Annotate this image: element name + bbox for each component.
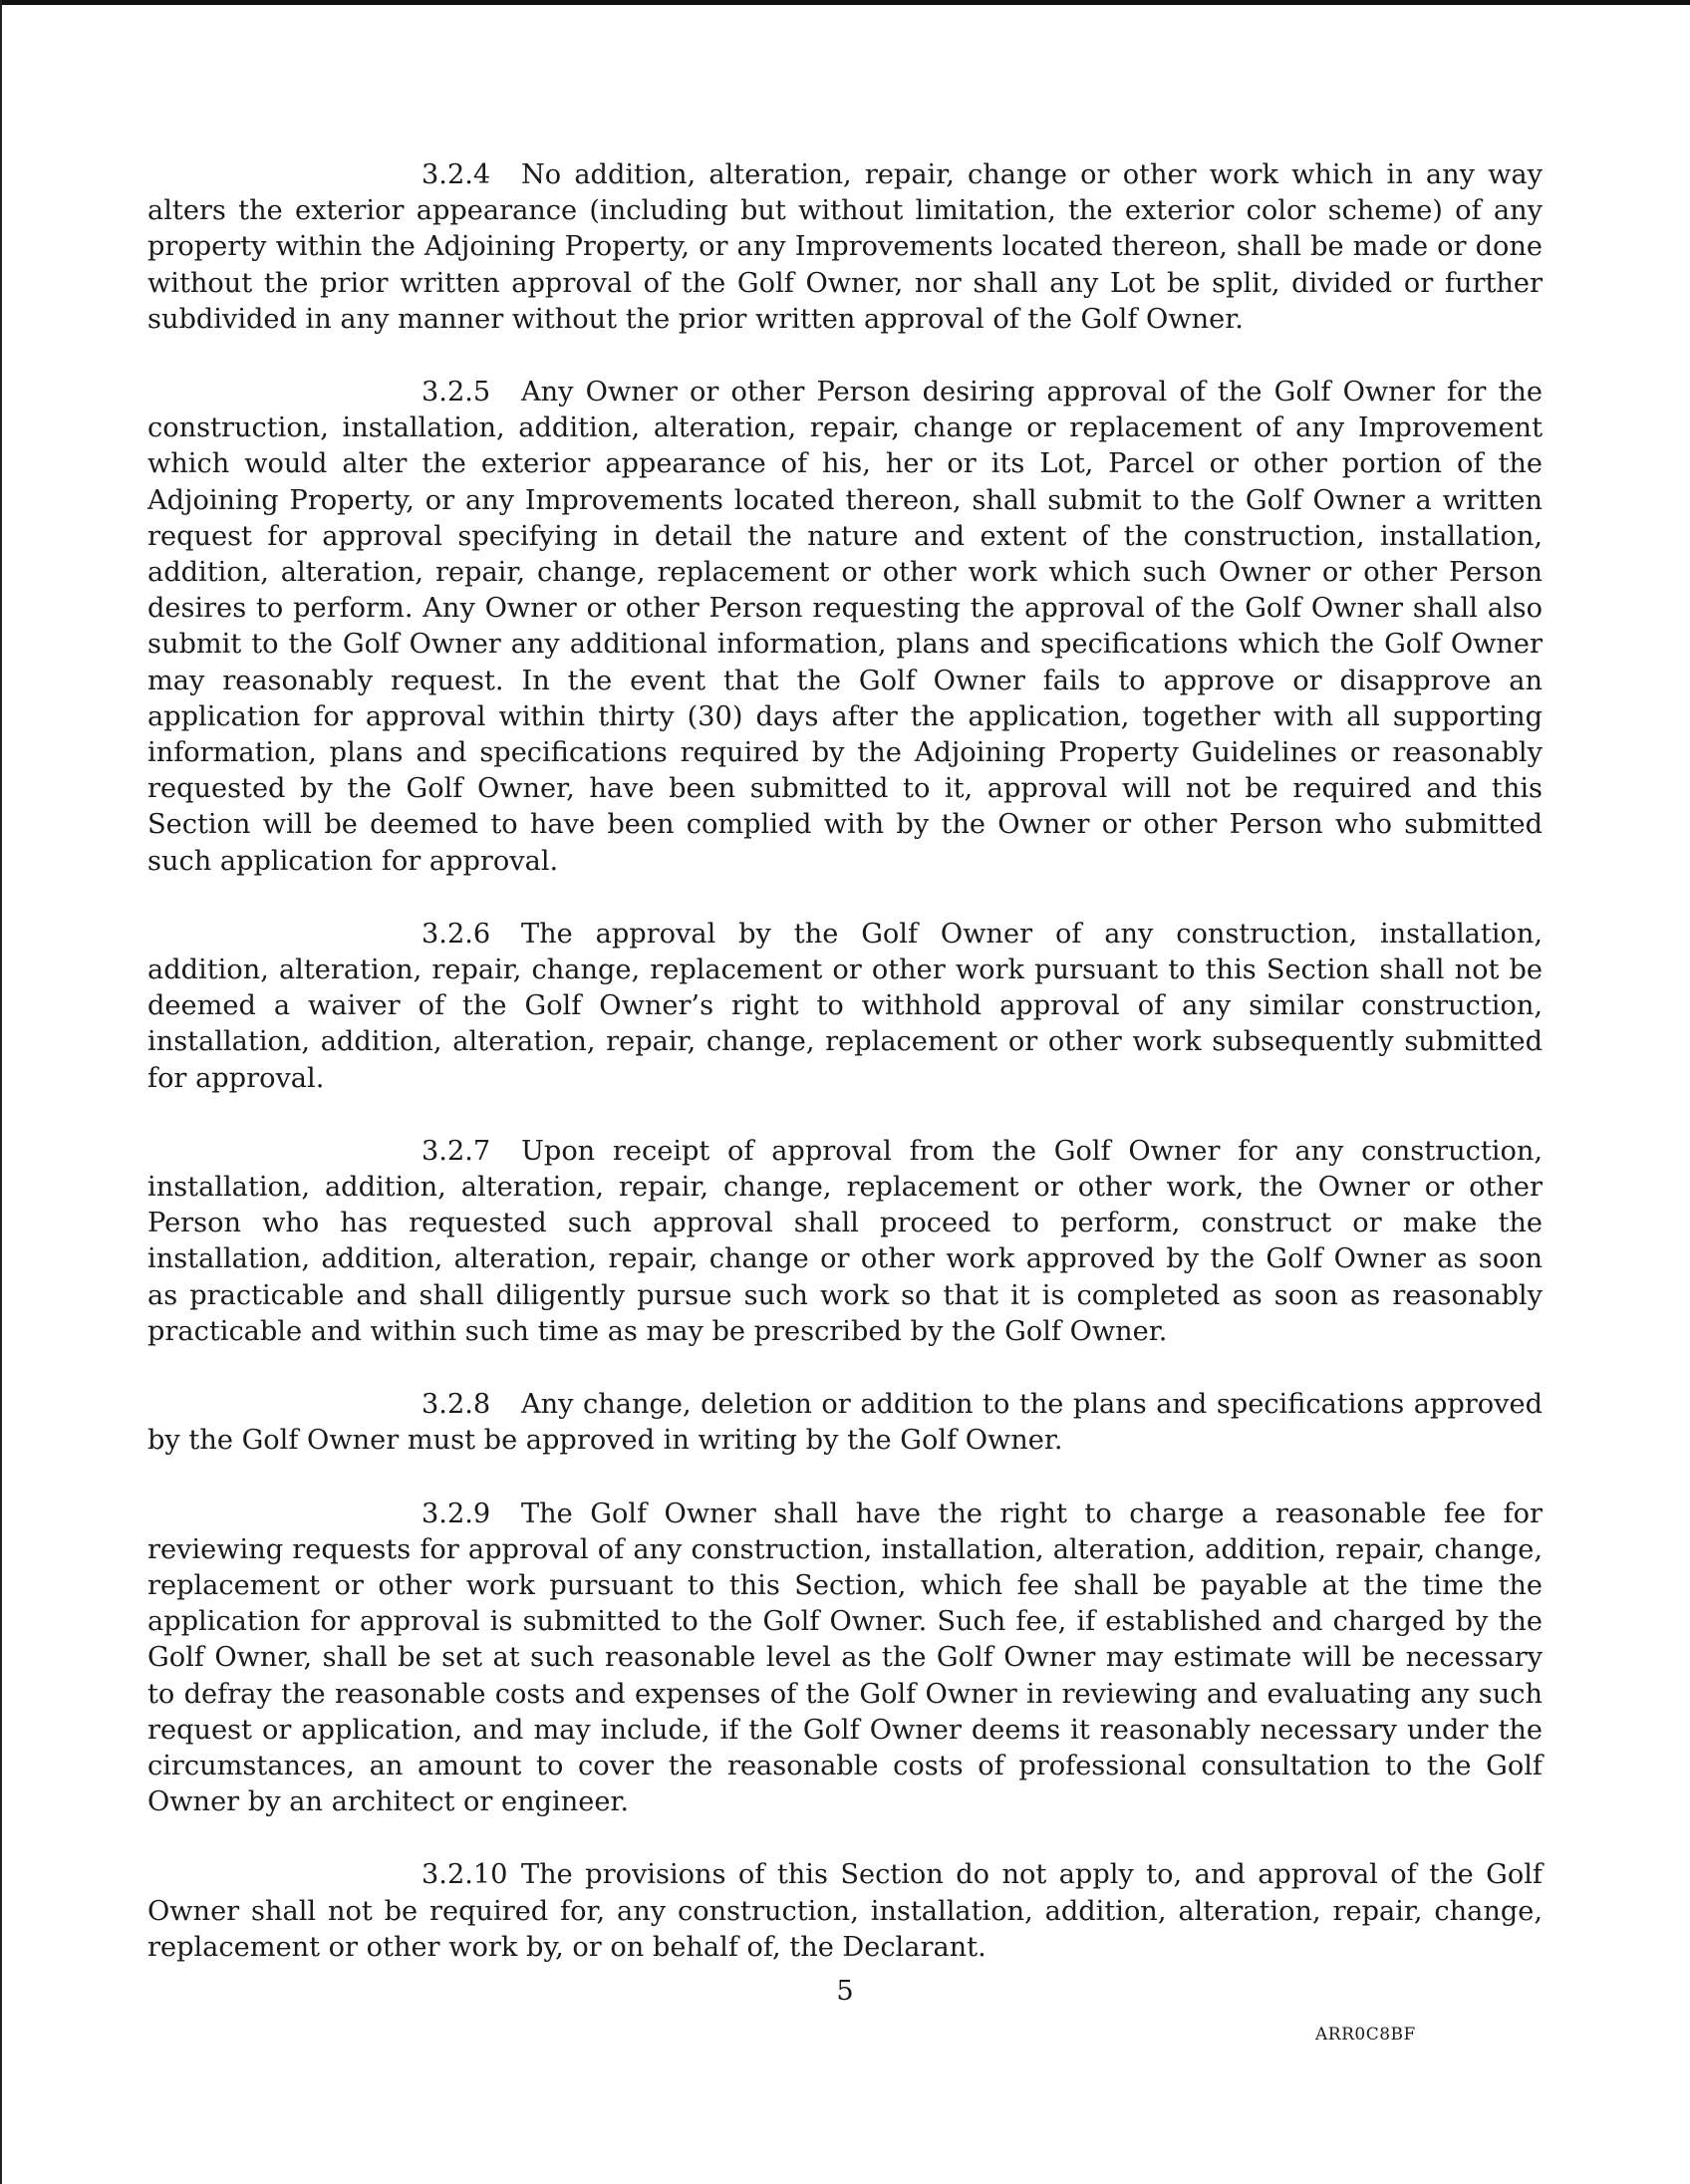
section-number: 3.2.10 <box>422 1859 508 1891</box>
page-number: 5 <box>836 1976 854 2007</box>
section-3-2-8 <box>147 1387 1543 1459</box>
section-text: Upon receipt of approval from the Golf Owner for any construction, installation, addition, alteration, repair, change, replacement or other work, the Owner or other Person who has requested such approval shall proceed to perform, construct or make the installation, addition, alteration, repair, change or other work approved by the Golf Owner as soon as practicable and shall diligently pursue such work so that it is completed as soon as reasonably practicable and within such time as may be prescribed by the Golf Owner. <box>147 1135 1543 1347</box>
section-number: 3.2.9 <box>422 1498 491 1529</box>
section-number: 3.2.8 <box>422 1389 491 1421</box>
document-body <box>147 157 1543 2003</box>
section-3-2-4 <box>147 157 1543 338</box>
section-text: The provisions of this Section do not apply to, and approval of the Golf Owner shall not be required for, any construction, installation, addition, alteration, repair, change, replacement or other work by, or on behalf of, the Declarant. <box>147 1859 1543 1963</box>
section-3-2-10 <box>147 1857 1543 1966</box>
document-id: ARR0C8BF <box>1315 2025 1416 2045</box>
section-3-2-6 <box>147 917 1543 1097</box>
section-3-2-9 <box>147 1497 1543 1821</box>
scan-top-edge <box>0 0 1690 5</box>
section-number: 3.2.4 <box>422 159 491 190</box>
section-text: The approval by the Golf Owner of any construction, installation, addition, alteration, repair, change, replacement or other work pursuant to this Section shall not be deemed a waiver of the Golf Owner’s right to withhold approval of any similar construction, installation, addition, alteration, repair, change, replacement or other work subsequently submitted for approval. <box>147 918 1543 1094</box>
section-text: Any Owner or other Person desiring approval of the Golf Owner for the construction, installation, addition, alteration, repair, change or replacement of any Improvement which would alter the exterior appearance of his, her or its Lot, Parcel or other portion of the Adjoining Property, or any Improvements located thereon, shall submit to the Golf Owner a written request for approval specifying in detail the nature and extent of the construction, installation, addition, alteration, repair, change, replacement or other work which such Owner or other Person desires to perform. Any Owner or other Person requesting the approval of the Golf Owner shall also submit to the Golf Owner any additional information, plans and specifications which the Golf Owner may reasonably request. In the event that the Golf Owner fails to approve or disapprove an application for approval within thirty (30) days after the application, together with all supporting information, plans and specifications required by the Adjoining Property Guidelines or reasonably requested by the Golf Owner, have been submitted to it, approval will not be required and this Section will be deemed to have been complied with by the Owner or other Person who submitted such application for approval. <box>147 377 1543 877</box>
section-number: 3.2.7 <box>422 1135 491 1167</box>
section-3-2-7 <box>147 1134 1543 1350</box>
section-number: 3.2.5 <box>422 377 491 409</box>
scan-left-edge <box>0 0 2 2184</box>
section-3-2-5 <box>147 375 1543 880</box>
section-number: 3.2.6 <box>422 918 491 950</box>
section-text: Any change, deletion or addition to the plans and specifications approved by the Golf Owner must be approved in writing by the Golf Owner. <box>147 1389 1543 1457</box>
section-text: No addition, alteration, repair, change or other work which in any way alters the exterior appearance (including but without limitation, the exterior color scheme) of any property within the Adjoining Property, or any Improvements located thereon, shall be made or done without the prior written approval of the Golf Owner, nor shall any Lot be split, divided or further subdivided in any manner without the prior written approval of the Golf Owner. <box>147 159 1543 335</box>
section-text: The Golf Owner shall have the right to charge a reasonable fee for reviewing requests for approval of any construction, installation, alteration, addition, repair, change, replacement or other work pursuant to this Section, which fee shall be payable at the time the application for approval is submitted to the Golf Owner. Such fee, if established and charged by the Golf Owner, shall be set at such reasonable level as the Golf Owner may estimate will be necessary to defray the reasonable costs and expenses of the Golf Owner in reviewing and evaluating any such request or application, and may include, if the Golf Owner deems it reasonably necessary under the circumstances, an amount to cover the reasonable costs of professional consultation to the Golf Owner by an architect or engineer. <box>147 1498 1543 1818</box>
